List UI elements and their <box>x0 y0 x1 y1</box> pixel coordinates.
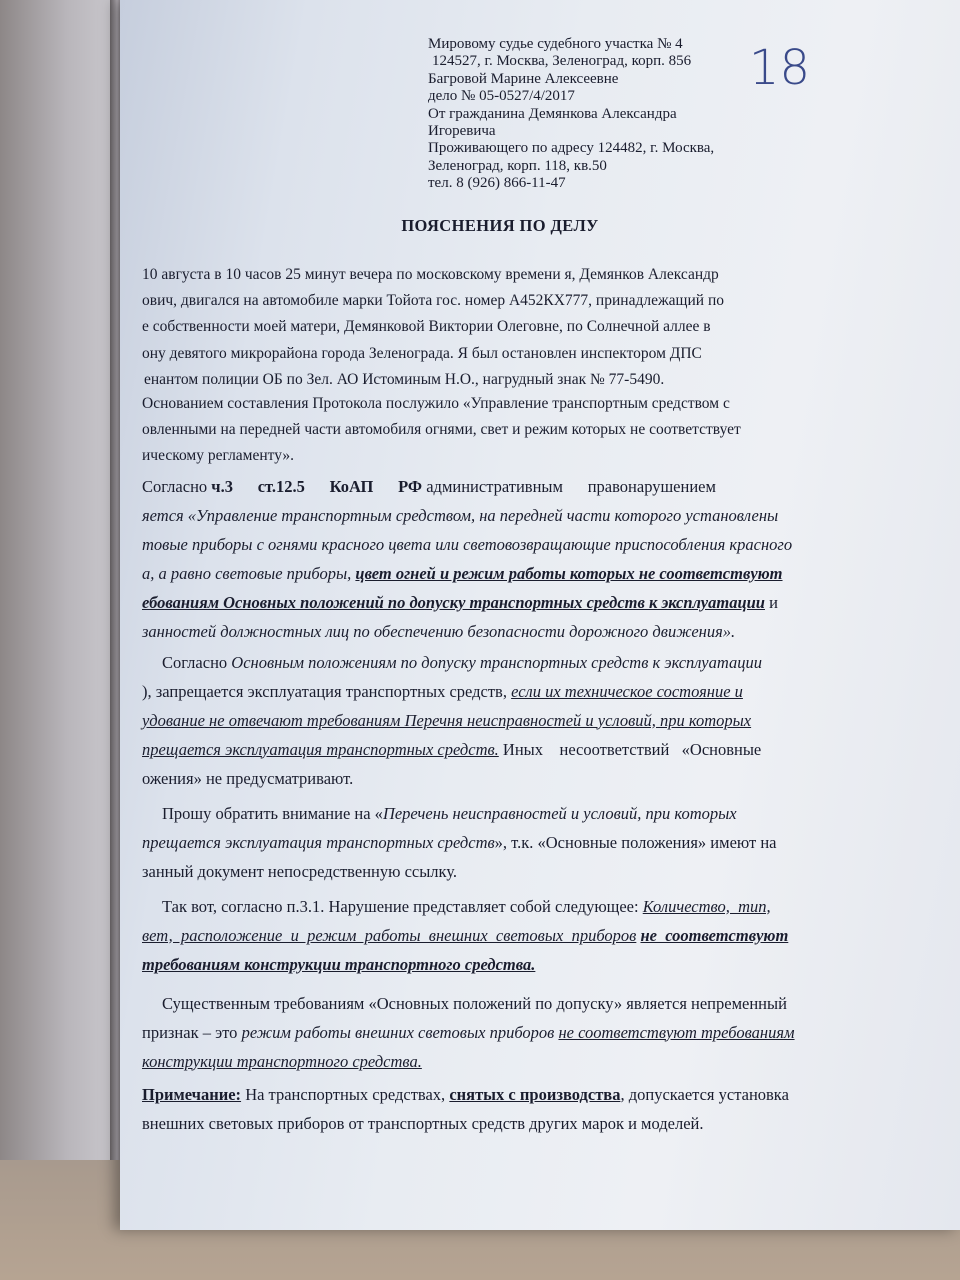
text-line: Существенным требованиям «Основных положений по допуску» является непременный <box>162 993 787 1013</box>
underlined-text: прещается эксплуатация транспортных средств. <box>142 739 499 759</box>
text-line: 10 августа в 10 часов 25 минут вечера по московскому времени я, Демянков Александр <box>142 266 719 283</box>
text-segment: прещается эксплуатация транспортных средств <box>142 832 495 852</box>
underlined-text: конструкции транспортного средства. <box>142 1051 422 1071</box>
text-segment: и <box>769 592 778 612</box>
underlined-emphasis: снятых с производства <box>449 1084 621 1104</box>
paragraph-3 <box>142 472 854 646</box>
text-line: е собственности моей матери, Демянковой Виктории Олеговне, по Солнечной аллее в <box>142 318 711 336</box>
text-line: внешних световых приборов от транспортных средств других марок и моделей. <box>142 1113 704 1133</box>
header-line: Зеленоград, корп. 118, кв.50 <box>428 157 607 174</box>
note-paragraph <box>142 1080 854 1138</box>
text-segment: Иных несоответствий «Основные <box>502 739 762 759</box>
text-segment: режим работы внешних световых приборов <box>241 1022 555 1042</box>
text-segment: административным правонарушением <box>426 476 716 496</box>
text-line: ович, двигался на автомобиле марки Тойота гос. номер А452КХ777, принадлежащий по <box>142 292 724 310</box>
text-line: Основанием составления Протокола послужило «Управление транспортным средством с <box>142 395 730 413</box>
text-line: ожения» не предусматривают. <box>142 768 354 788</box>
article-reference: ч.3 ст.12.5 КоАП РФ <box>211 476 423 496</box>
underlined-emphasis: требованиям конструкции транспортного средства. <box>142 954 536 974</box>
text-segment: Перечень неисправностей и условий, при которых <box>382 803 737 823</box>
document-page <box>120 0 960 1230</box>
header-line: дело № 05-0527/4/2017 <box>428 88 575 105</box>
text-line: занный документ непосредственную ссылку. <box>142 861 458 881</box>
text-segment: Так вот, согласно п.3.1. Нарушение представляет собой следующее: <box>162 896 639 916</box>
header-line: От гражданина Демянкова Александра <box>428 105 677 122</box>
header-line: Багровой Марине Алексеевне <box>428 70 619 87</box>
note-label: Примечание: <box>142 1084 242 1104</box>
header-line: 124527, г. Москва, Зеленоград, корп. 856 <box>432 53 692 70</box>
paragraph-1 <box>142 262 854 393</box>
text-segment: , допускается установка <box>620 1084 789 1104</box>
text-segment: признак – это <box>142 1022 238 1042</box>
text-line: товые приборы с огнями красного цвета или световозвращающие приспособления красного <box>142 534 793 554</box>
paragraph-4 <box>142 648 854 793</box>
paragraph-5 <box>142 799 854 886</box>
text-line: ону девятого микрорайона города Зеленограда. Я был остановлен инспектором ДПС <box>142 344 702 362</box>
document-body <box>142 262 854 1140</box>
header-line: Игоревича <box>428 123 496 140</box>
underlined-text: вет, расположение и режим работы внешних световых приборов <box>142 925 637 945</box>
underlined-text: удование не отвечают требованиям Перечня неисправностей и условий, при которых <box>142 710 752 730</box>
document-title: ПОЯСНЕНИЯ ПО ДЕЛУ <box>401 216 599 235</box>
text-line: енантом полиции ОБ по Зел. АО Истоминым Н.О., нагрудный знак № 77-5490. <box>144 370 665 388</box>
text-line: овленными на передней части автомобиля огнями, свет и режим которых не соответствует <box>142 421 741 439</box>
underlined-text: если их техническое состояние и <box>511 681 743 701</box>
paragraph-7 <box>142 989 854 1076</box>
text-segment: ), запрещается эксплуатация транспортных средств, <box>142 681 507 701</box>
underlined-emphasis: не соответствуют <box>640 925 789 945</box>
underlined-text: Количество, тип, <box>642 896 771 916</box>
text-segment: », т.к. «Основные положения» имеют на <box>494 832 777 852</box>
text-segment: Согласно <box>142 476 208 496</box>
paragraph-2 <box>142 391 854 470</box>
header-line: тел. 8 (926) 866-11-47 <box>428 175 566 192</box>
text-segment: На транспортных средствах, <box>245 1084 446 1104</box>
paragraph-6 <box>142 892 854 979</box>
underlined-text: не соответствуют требованиям <box>558 1022 795 1042</box>
header-line: Проживающего по адресу 124482, г. Москва, <box>428 140 715 157</box>
text-line: яется «Управление транспортным средством, на передней части которого установлены <box>142 505 779 525</box>
text-segment: Прошу обратить внимание на « <box>162 803 383 823</box>
text-line: занностей должностных лиц по обеспечению безопасности дорожного движения». <box>142 621 736 641</box>
text-segment: Согласно <box>162 652 228 672</box>
handwritten-page-number: 18 <box>748 40 810 96</box>
addressee-block <box>428 36 808 193</box>
underlined-emphasis: ебованиям Основных положений по допуску транспортных средств к эксплуатации <box>142 592 765 612</box>
text-segment: Основным положениям по допуску транспортных средств к эксплуатации <box>231 652 762 672</box>
underlined-emphasis: цвет огней и режим работы которых не соответствуют <box>355 563 783 583</box>
text-line: ическому регламенту». <box>142 447 294 465</box>
text-segment: а, а равно световые приборы, <box>142 563 352 583</box>
header-line: Мировому судье судебного участка № 4 <box>428 36 683 52</box>
